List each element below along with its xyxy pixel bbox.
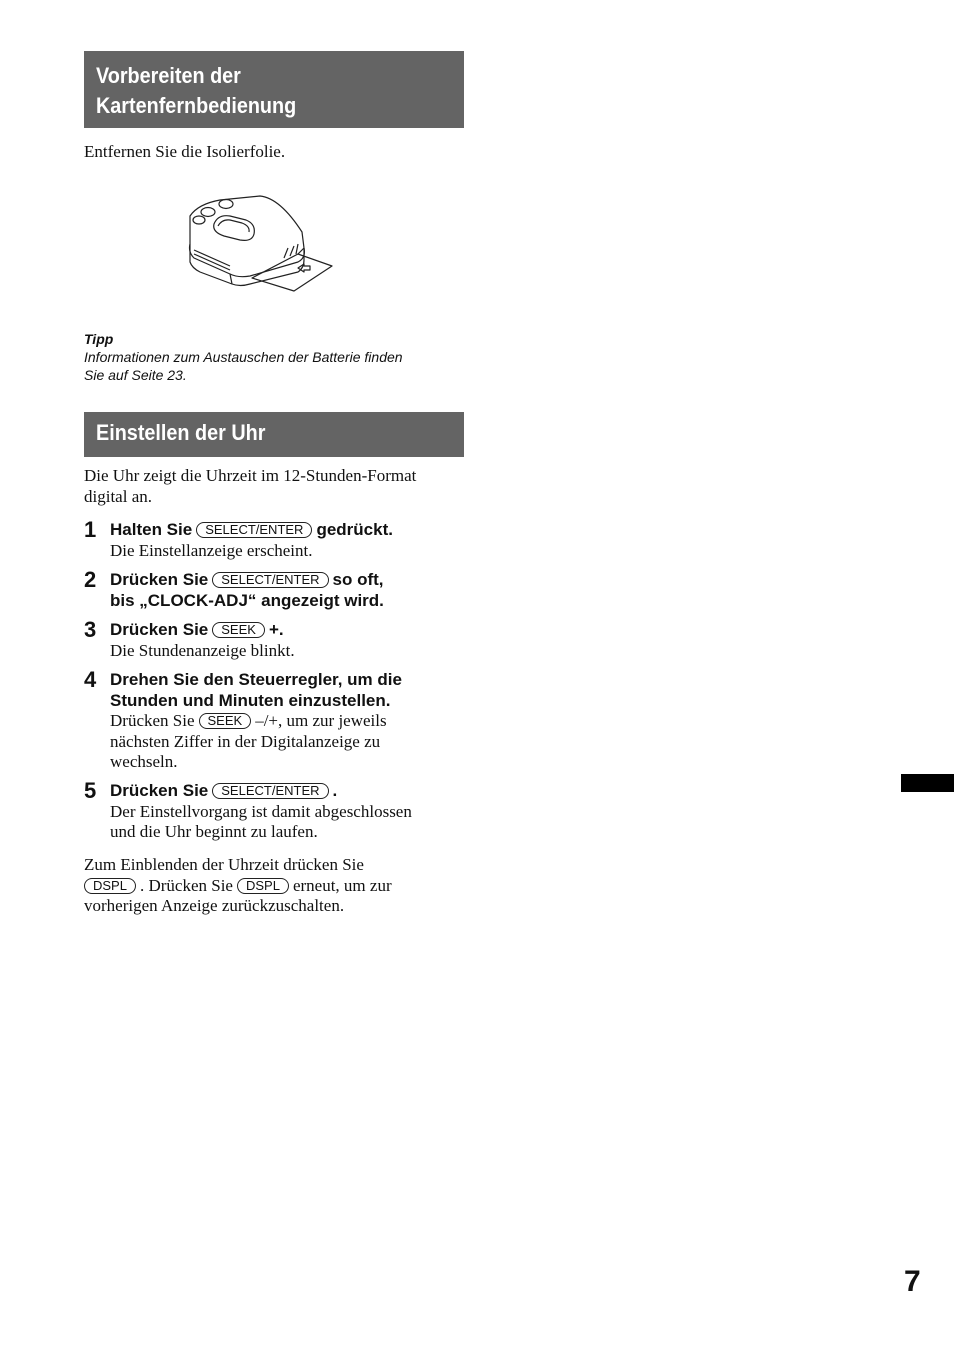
select-enter-key: SELECT/ENTER — [212, 783, 328, 799]
step-1 — [84, 517, 464, 561]
step-4 — [84, 667, 464, 773]
card-remote-with-insulation-film-icon — [180, 188, 340, 303]
step-text: +. — [268, 620, 284, 639]
step-number: 5 — [84, 778, 97, 803]
section-heading-remote-prep — [84, 51, 464, 128]
intro-line-1: Die Uhr zeigt die Uhrzeit im 12-Stunden-Format — [84, 466, 417, 485]
step-description: Die Stundenanzeige blinkt. — [110, 640, 295, 660]
step-number: 1 — [84, 517, 97, 542]
remove-film-instruction: Entfernen Sie die Isolierfolie. — [84, 142, 286, 161]
step-description-line-2: nächsten Ziffer in der Digitalanzeige zu — [110, 731, 381, 751]
step-text: so oft, — [332, 570, 384, 589]
note-line-1: Zum Einblenden der Uhrzeit drücken Sie — [84, 855, 364, 874]
step-description-line-3: wechseln. — [110, 752, 178, 771]
step-description-line-1: Der Einstellvorgang ist damit abgeschlossen — [110, 801, 412, 821]
page-number: 7 — [904, 1265, 921, 1298]
note-line-3: vorherigen Anzeige zurückzuschalten. — [84, 896, 345, 915]
step-instruction — [110, 620, 464, 641]
step-text: Drücken Sie — [110, 781, 209, 800]
step-5 — [84, 778, 464, 843]
tip-label: Tipp — [84, 331, 114, 347]
step-instruction — [110, 781, 464, 802]
heading-line-1: Vorbereiten der — [96, 63, 241, 88]
heading-line-2: Kartenfernbedienung — [96, 93, 297, 118]
tip-box — [84, 330, 464, 384]
step-description — [110, 711, 464, 732]
step-text: . — [332, 781, 338, 800]
select-enter-key: SELECT/ENTER — [212, 572, 328, 588]
step-description-line-2: und die Uhr beginnt zu laufen. — [110, 822, 318, 841]
step-instruction-line-2: bis „CLOCK-ADJ“ angezeigt wird. — [110, 590, 384, 610]
chapter-tab-marker — [901, 774, 954, 792]
step-instruction — [110, 520, 464, 541]
tip-line-2: Sie auf Seite 23. — [84, 367, 187, 383]
step-3 — [84, 617, 464, 661]
select-enter-key: SELECT/ENTER — [196, 522, 312, 538]
dspl-key: DSPL — [237, 878, 289, 894]
step-text: Drücken Sie — [110, 570, 209, 589]
display-clock-note — [84, 855, 464, 917]
step-description: Die Einstellanzeige erscheint. — [110, 540, 313, 560]
step-text: Drücken Sie — [110, 711, 195, 730]
note-line-2 — [84, 876, 464, 897]
dspl-key: DSPL — [84, 878, 136, 894]
step-instruction — [110, 570, 464, 591]
section-heading-clock — [84, 412, 464, 457]
seek-key: SEEK — [212, 622, 265, 638]
seek-key: SEEK — [199, 713, 252, 729]
note-text: . Drücken Sie — [139, 875, 233, 895]
heading-title: Einstellen der Uhr — [96, 420, 266, 445]
step-number: 2 — [84, 567, 97, 592]
clock-intro — [84, 466, 464, 507]
step-text: –/+, um zur jeweils — [255, 711, 387, 730]
step-text: Halten Sie — [110, 520, 193, 539]
step-number: 3 — [84, 617, 97, 642]
intro-line-2: digital an. — [84, 486, 152, 506]
note-text: erneut, um zur — [292, 875, 392, 895]
step-number: 4 — [84, 667, 97, 692]
tip-line-1: Informationen zum Austauschen der Batterie finden — [84, 349, 403, 365]
step-instruction-line-1: Drehen Sie den Steuerregler, um die — [110, 670, 402, 689]
step-2 — [84, 567, 464, 611]
step-text: Drücken Sie — [110, 620, 209, 639]
step-text: gedrückt. — [316, 520, 393, 539]
step-instruction-line-2: Stunden und Minuten einzustellen. — [110, 690, 391, 710]
